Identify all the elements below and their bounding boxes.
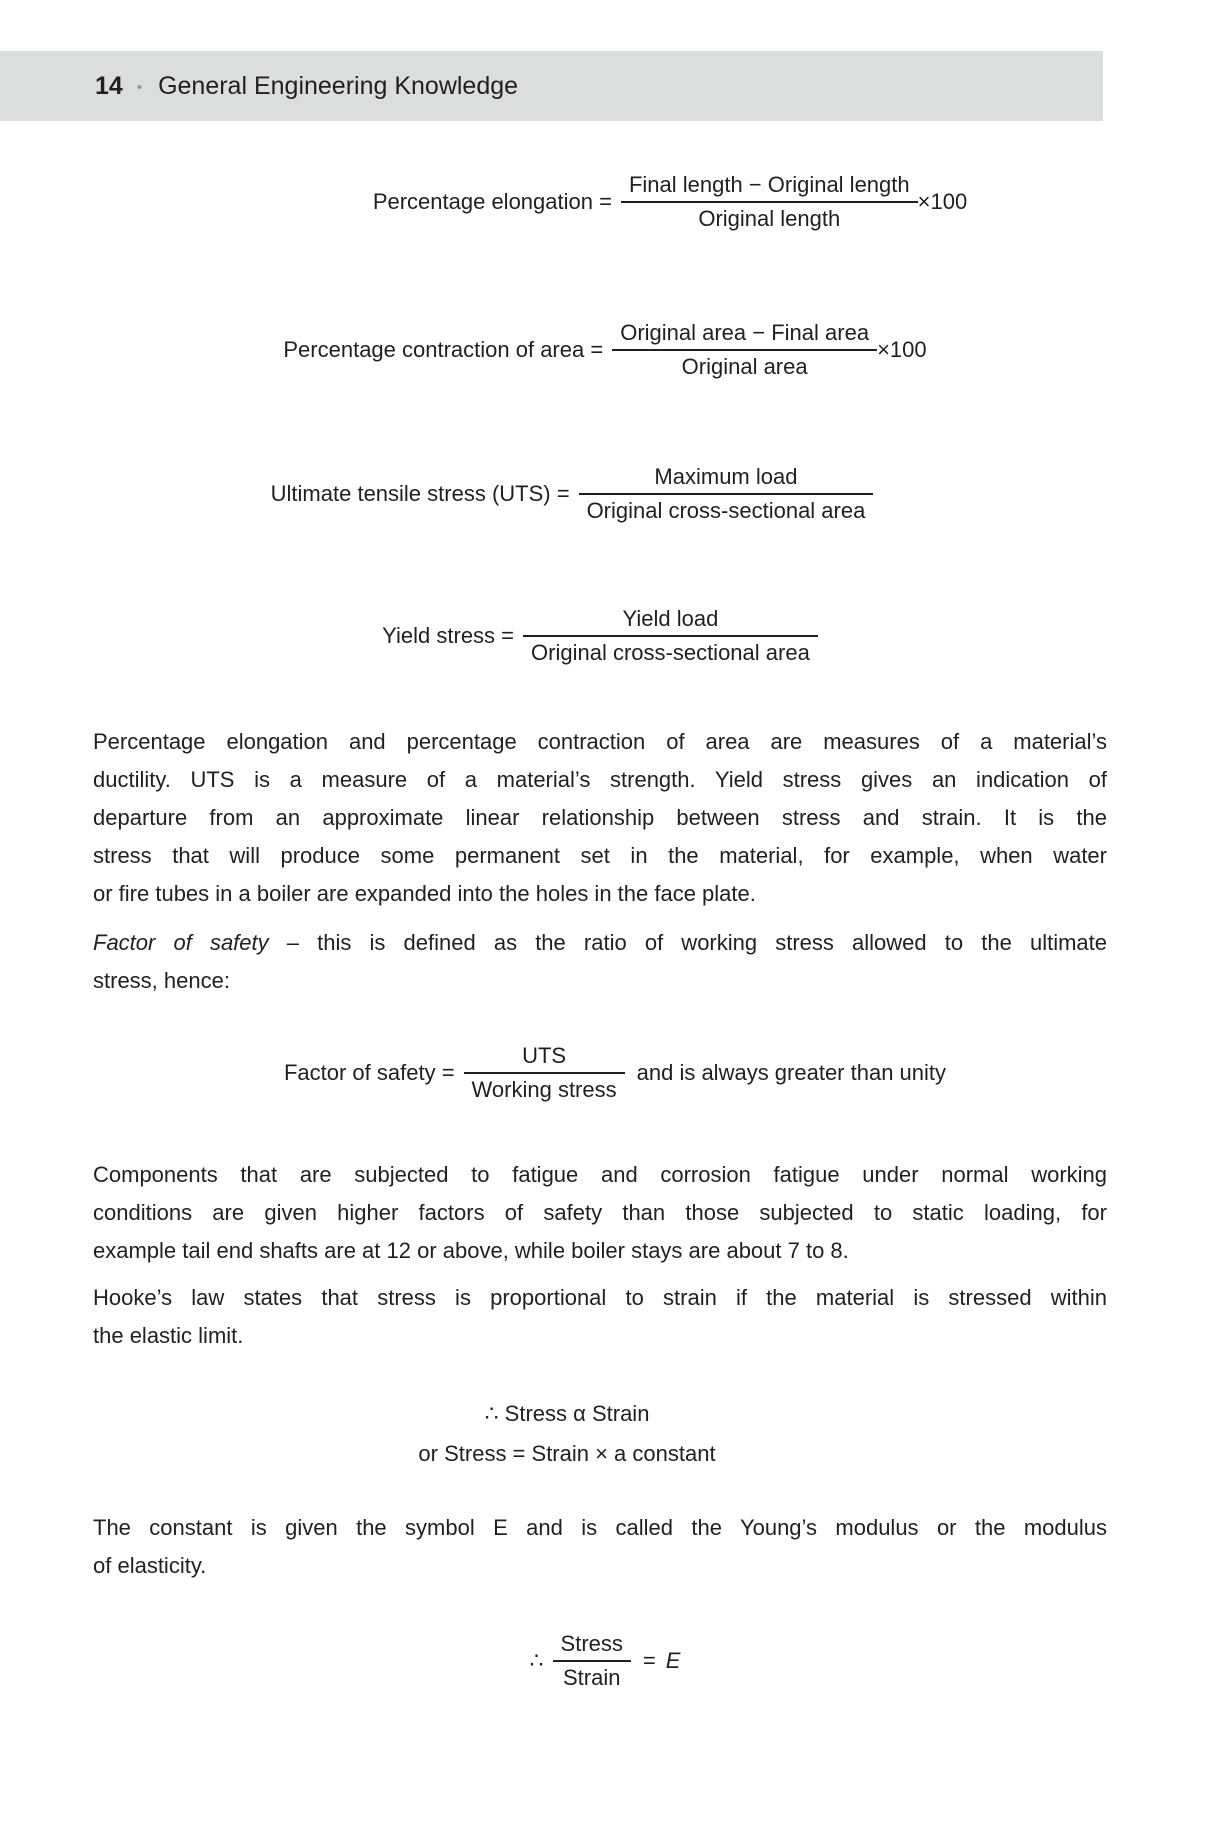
paragraph-line: or fire tubes in a boiler are expanded into the holes in the face plate. (93, 881, 756, 906)
paragraph-line: of elasticity. (93, 1553, 207, 1578)
formula-lhs: Yield stress = (382, 623, 515, 648)
fraction-numerator: Final length − Original length (621, 171, 918, 203)
fraction-denominator: Original length (698, 206, 841, 231)
fraction-denominator: Original cross-sectional area (586, 498, 866, 523)
italic-term: Factor of safety (93, 930, 269, 955)
paragraph-line: stress, hence: (93, 968, 230, 993)
fraction-numerator: Original area − Final area (612, 319, 877, 351)
formula-suffix: ×100 (917, 189, 968, 214)
paragraph-line: Hooke’s law states that stress is proportional to strain if the material is stressed within (93, 1285, 1107, 1310)
paragraph-fatigue (93, 1156, 1107, 1270)
therefore-symbol: ∴ (529, 1648, 544, 1673)
formula-yield-stress (93, 605, 1107, 667)
formula-lhs: Ultimate tensile stress (UTS) = (270, 481, 570, 506)
chapter-title: General Engineering Knowledge (158, 71, 519, 100)
paragraph-line: conditions are given higher factors of safety than those subjected to static loading, for (93, 1200, 1107, 1225)
formula-lhs: Factor of safety = (283, 1060, 455, 1085)
paragraph-line: ductility. UTS is a measure of a material’s strength. Yield stress gives an indication of (93, 767, 1107, 792)
modulus-symbol: E (665, 1648, 681, 1673)
paragraph-line: departure from an approximate linear relationship between stress and strain. It is the (93, 805, 1107, 830)
equals-sign: = (642, 1648, 656, 1673)
equation-line: ∴ Stress α Strain (484, 1401, 650, 1426)
page-content (93, 171, 1107, 1692)
fraction (553, 1630, 631, 1692)
paragraph-line: Percentage elongation and percentage contraction of area are measures of a material’s (93, 729, 1107, 754)
equation-stress-strain (60, 1394, 1074, 1474)
paragraph-youngs-modulus (93, 1509, 1107, 1585)
fraction-denominator: Original cross-sectional area (531, 640, 810, 665)
fraction-denominator: Original area (681, 354, 808, 379)
paragraph-line: The constant is given the symbol E and is called the Young’s modulus or the modulus (93, 1515, 1107, 1540)
paragraph-line: Components that are subjected to fatigue and corrosion fatigue under normal working (93, 1162, 1107, 1187)
bullet-icon: • (136, 78, 143, 96)
formula-lhs: Percentage contraction of area = (283, 337, 604, 362)
page-header-bar (0, 51, 1103, 121)
fraction-denominator: Working stress (471, 1077, 617, 1102)
fraction (612, 319, 877, 381)
fraction-numerator: Maximum load (579, 463, 874, 495)
fraction-numerator: Stress (553, 1630, 631, 1662)
formula-youngs-modulus (98, 1630, 1112, 1692)
paragraph-line: example tail end shafts are at 12 or above, while boiler stays are about 7 to 8. (93, 1238, 849, 1263)
paragraph-factor-of-safety (93, 924, 1107, 1000)
formula-percentage-contraction (98, 319, 1112, 381)
paragraph-text: – this is defined as the ratio of working stress allowed to the ultimate (268, 930, 1107, 955)
equation-line: or Stress = Strain × a constant (418, 1441, 716, 1466)
formula-factor-of-safety (108, 1042, 1122, 1104)
fraction-numerator: UTS (464, 1042, 625, 1074)
formula-ultimate-tensile-stress (65, 463, 1079, 525)
fraction (464, 1042, 625, 1104)
paragraph-line: the elastic limit. (93, 1323, 244, 1348)
paragraph-hookes-law (93, 1279, 1107, 1355)
paragraph-line (93, 924, 1107, 962)
formula-suffix: ×100 (877, 337, 927, 362)
fraction (621, 171, 918, 233)
formula-lhs: Percentage elongation = (372, 189, 612, 214)
formula-percentage-elongation (163, 171, 1177, 233)
fraction (579, 463, 874, 525)
paragraph-line: stress that will produce some permanent set in the material, for example, when water (93, 843, 1107, 868)
page-number: 14 (95, 71, 123, 100)
fraction (523, 605, 818, 667)
formula-suffix: and is always greater than unity (636, 1060, 947, 1085)
fraction-numerator: Yield load (523, 605, 818, 637)
paragraph-ductility (93, 723, 1107, 913)
fraction-denominator: Strain (562, 1665, 621, 1690)
